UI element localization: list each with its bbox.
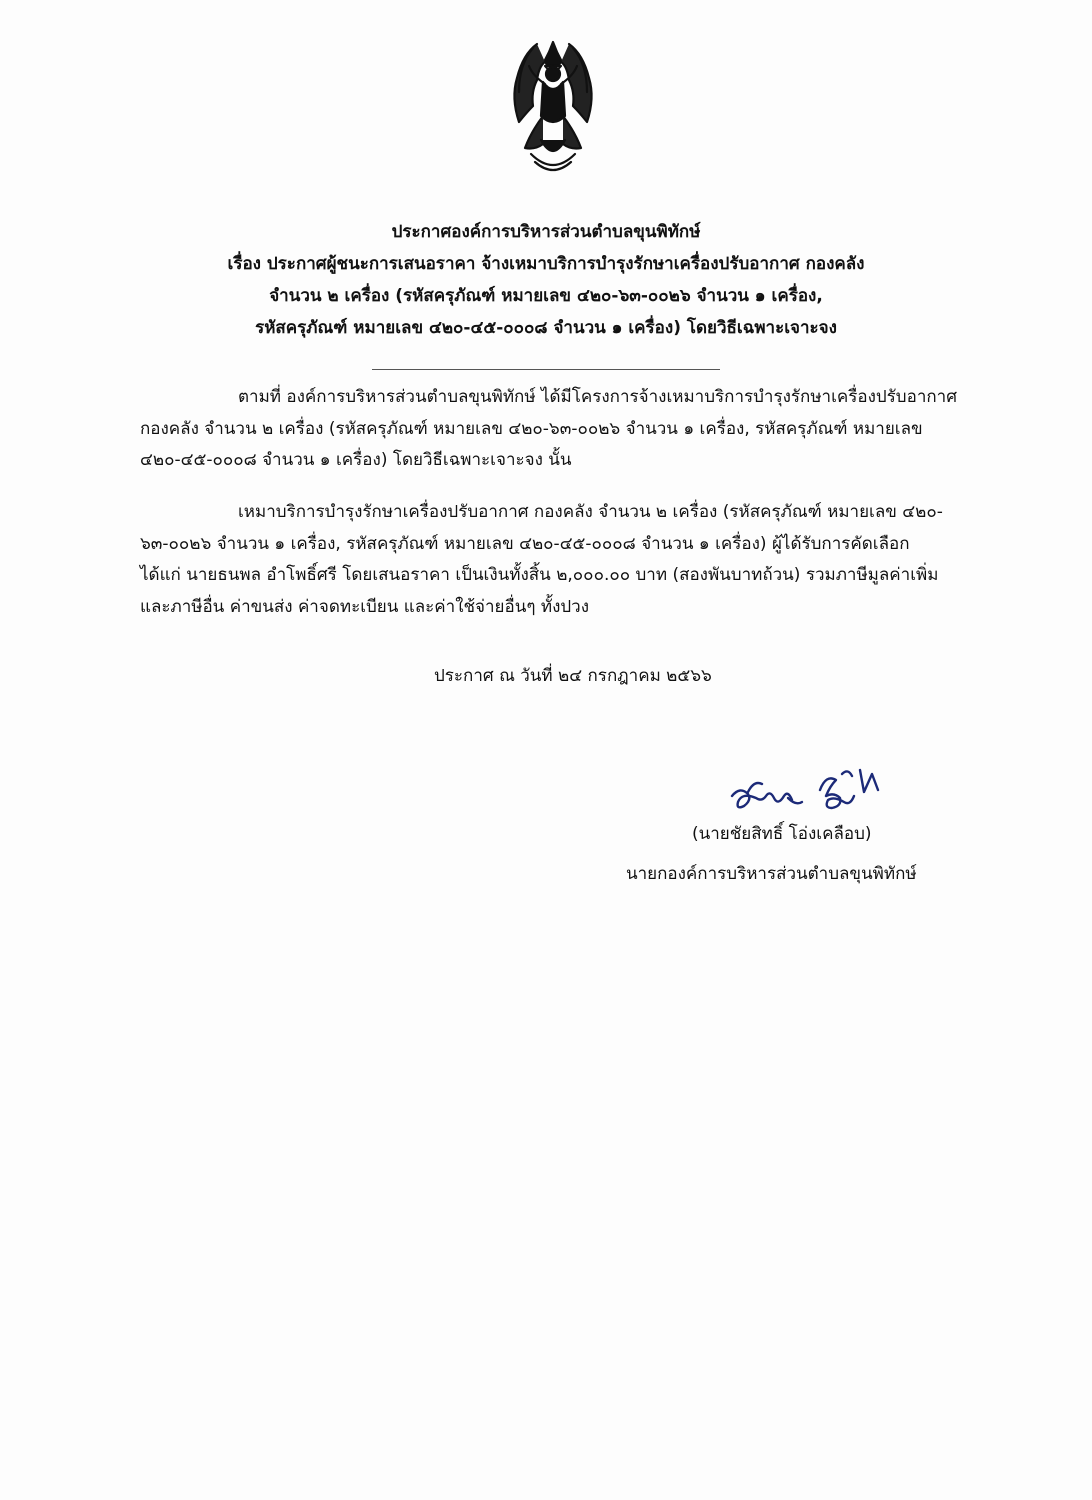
paragraph-line: เหมาบริการบำรุงรักษาเครื่องปรับอากาศ กองคลัง จำนวน ๒ เครื่อง (รหัสครุภัณฑ์ หมายเลข ๔๒๐-: [238, 502, 943, 522]
signer-name: (นายชัยสิทธิ์ โอ่งเคลือบ): [692, 824, 872, 844]
paragraph-line: ๔๒๐-๔๕-๐๐๐๘ จำนวน ๑ เครื่อง) โดยวิธีเฉพาะเจาะจง นั้น: [140, 450, 572, 470]
paragraph-line: และภาษีอื่น ค่าขนส่ง ค่าจดทะเบียน และค่าใช้จ่ายอื่นๆ ทั้งปวง: [140, 596, 590, 617]
garuda-emblem-icon: [505, 36, 601, 178]
handwritten-signature: [722, 762, 890, 824]
header-divider: [372, 369, 720, 370]
announcement-date: ประกาศ ณ วันที่ ๒๔ กรกฎาคม ๒๕๖๖: [434, 666, 712, 686]
paragraph-line: ตามที่ องค์การบริหารส่วนตำบลขุนพิทักษ์ ได้มีโครงการจ้างเหมาบริการบำรุงรักษาเครื่องปรับอากาศ: [238, 387, 957, 407]
paragraph-line: กองคลัง จำนวน ๒ เครื่อง (รหัสครุภัณฑ์ หมายเลข ๔๒๐-๖๓-๐๐๒๖ จำนวน ๑ เครื่อง, รหัสครุภัณฑ์ หมายเลข: [140, 418, 923, 439]
announcement-header: [140, 216, 952, 344]
body-paragraph-2: [140, 497, 952, 623]
body-paragraph-1: [140, 382, 957, 477]
signer-title: นายกองค์การบริหารส่วนตำบลขุนพิทักษ์: [626, 864, 917, 884]
paragraph-line: ได้แก่ นายธนพล อำโพธิ์ศรี โดยเสนอราคา เป็นเงินทั้งสิ้น ๒,๐๐๐.๐๐ บาท (สองพันบาทถ้วน) รวมภาษีมูลค่าเพิ่ม: [140, 565, 939, 585]
header-line-3: จำนวน ๒ เครื่อง (รหัสครุภัณฑ์ หมายเลข ๔๒๐-๖๓-๐๐๒๖ จำนวน ๑ เครื่อง,: [269, 286, 823, 306]
header-line-4: รหัสครุภัณฑ์ หมายเลข ๔๒๐-๔๕-๐๐๐๘ จำนวน ๑ เครื่อง) โดยวิธีเฉพาะเจาะจง: [255, 318, 837, 338]
header-line-1: ประกาศองค์การบริหารส่วนตำบลขุนพิทักษ์: [391, 222, 701, 242]
paragraph-line: ๖๓-๐๐๒๖ จำนวน ๑ เครื่อง, รหัสครุภัณฑ์ หมายเลข ๔๒๐-๔๕-๐๐๐๘ จำนวน ๑ เครื่อง) ผู้ได้รับการคัดเลือก: [140, 533, 910, 554]
header-line-2: เรื่อง ประกาศผู้ชนะการเสนอราคา จ้างเหมาบริการบำรุงรักษาเครื่องปรับอากาศ กองคลัง: [227, 254, 865, 274]
